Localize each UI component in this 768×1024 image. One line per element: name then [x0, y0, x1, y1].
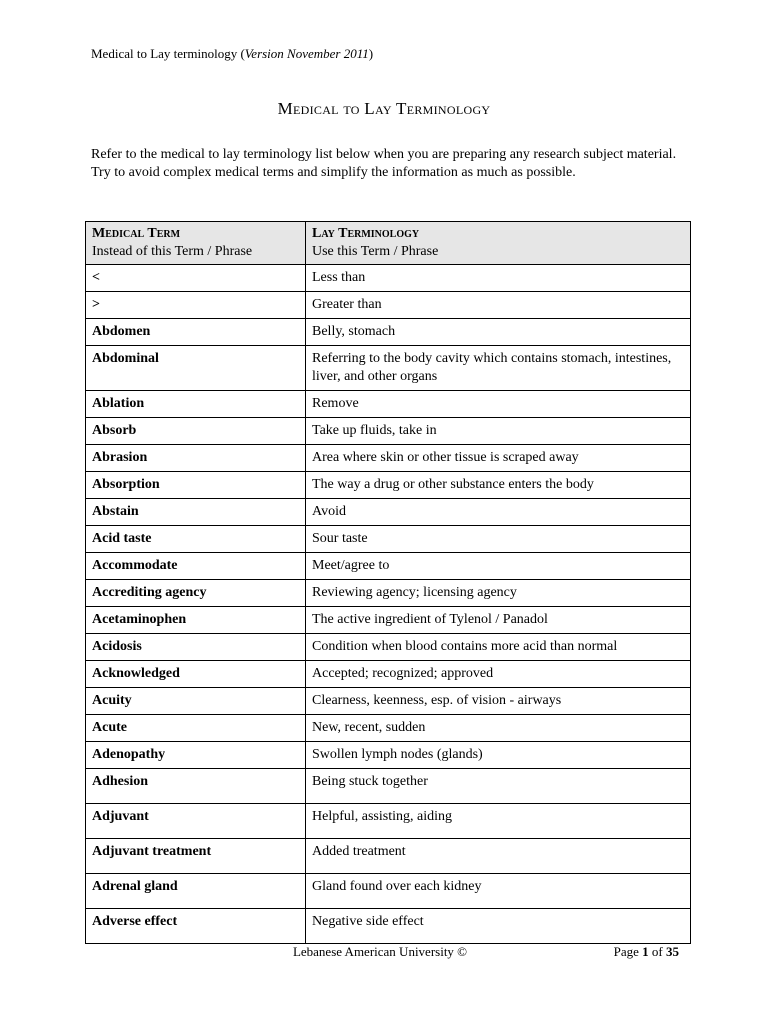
lay-term-cell: Less than — [306, 265, 691, 292]
current-page: 1 — [642, 944, 649, 959]
lay-term-cell: Referring to the body cavity which contains stomach, intestines, liver, and other organs — [306, 346, 691, 391]
lay-term-cell: Area where skin or other tissue is scraped away — [306, 445, 691, 472]
lay-term-cell: Swollen lymph nodes (glands) — [306, 742, 691, 769]
medical-term-cell: Accrediting agency — [86, 580, 306, 607]
medical-term-cell: Acid taste — [86, 526, 306, 553]
lay-term-cell: Reviewing agency; licensing agency — [306, 580, 691, 607]
table-row — [86, 661, 691, 688]
table-row — [86, 742, 691, 769]
table-row — [86, 418, 691, 445]
table-row — [86, 319, 691, 346]
table-row — [86, 580, 691, 607]
lay-term-cell: Condition when blood contains more acid than normal — [306, 634, 691, 661]
table-row — [86, 715, 691, 742]
lay-term-cell: Added treatment — [306, 839, 691, 874]
lay-term-cell: Meet/agree to — [306, 553, 691, 580]
lay-term-cell: Greater than — [306, 292, 691, 319]
medical-term-cell: Absorb — [86, 418, 306, 445]
running-header — [91, 46, 373, 62]
table-row — [86, 445, 691, 472]
table-row — [86, 804, 691, 839]
table-row — [86, 769, 691, 804]
of-word: of — [651, 944, 663, 959]
table-row — [86, 391, 691, 418]
medical-term-cell: Abdominal — [86, 346, 306, 391]
medical-term-cell: Adverse effect — [86, 909, 306, 944]
lay-term-cell: Being stuck together — [306, 769, 691, 804]
col1-subtitle: Instead of this Term / Phrase — [92, 244, 253, 259]
col2-title: Lay Terminology — [312, 226, 420, 241]
header-prefix: Medical to Lay terminology ( — [91, 46, 245, 61]
column-header-medical — [86, 222, 306, 265]
table-row — [86, 526, 691, 553]
total-pages: 35 — [666, 944, 679, 959]
page-word: Page — [613, 944, 639, 959]
medical-term-cell: > — [86, 292, 306, 319]
medical-term-cell: Abdomen — [86, 319, 306, 346]
col2-subtitle: Use this Term / Phrase — [312, 244, 439, 259]
medical-term-cell: Acetaminophen — [86, 607, 306, 634]
medical-term-cell: Adhesion — [86, 769, 306, 804]
medical-term-cell: Abrasion — [86, 445, 306, 472]
lay-term-cell: Negative side effect — [306, 909, 691, 944]
medical-term-cell: < — [86, 265, 306, 292]
table-row — [86, 292, 691, 319]
medical-term-cell: Adrenal gland — [86, 874, 306, 909]
footer-organization: Lebanese American University © — [292, 944, 468, 959]
page-number — [614, 944, 679, 960]
medical-term-cell: Ablation — [86, 391, 306, 418]
medical-term-cell: Absorption — [86, 472, 306, 499]
medical-term-cell: Acuity — [86, 688, 306, 715]
lay-term-cell: Accepted; recognized; approved — [306, 661, 691, 688]
lay-term-cell: New, recent, sudden — [306, 715, 691, 742]
lay-term-cell: Avoid — [306, 499, 691, 526]
lay-term-cell: Gland found over each kidney — [306, 874, 691, 909]
table-row — [86, 553, 691, 580]
table-row — [86, 346, 691, 391]
lay-term-cell: Helpful, assisting, aiding — [306, 804, 691, 839]
header-version: Version November 2011 — [244, 46, 369, 61]
medical-term-cell: Adjuvant treatment — [86, 839, 306, 874]
table-row — [86, 839, 691, 874]
medical-term-cell: Adjuvant — [86, 804, 306, 839]
table-row — [86, 688, 691, 715]
table-header-row — [86, 222, 691, 265]
column-header-lay — [306, 222, 691, 265]
table-row — [86, 634, 691, 661]
medical-term-cell: Adenopathy — [86, 742, 306, 769]
table-row — [86, 265, 691, 292]
table-row — [86, 607, 691, 634]
medical-term-cell: Accommodate — [86, 553, 306, 580]
lay-term-cell: Take up fluids, take in — [306, 418, 691, 445]
medical-term-cell: Acknowledged — [86, 661, 306, 688]
table-row — [86, 874, 691, 909]
medical-term-cell: Acidosis — [86, 634, 306, 661]
lay-term-cell: Clearness, keenness, esp. of vision - airways — [306, 688, 691, 715]
terminology-table — [85, 221, 691, 944]
page-title: Medical to Lay Terminology — [277, 99, 491, 118]
table-row — [86, 909, 691, 944]
lay-term-cell: Belly, stomach — [306, 319, 691, 346]
table-row — [86, 499, 691, 526]
medical-term-cell: Acute — [86, 715, 306, 742]
intro-paragraph: Refer to the medical to lay terminology list below when you are preparing any research subject material. Try to avoid complex medical terms and simplify the information as much as possible. — [91, 147, 677, 180]
header-suffix: ) — [368, 46, 374, 61]
lay-term-cell: Remove — [306, 391, 691, 418]
table-row — [86, 472, 691, 499]
lay-term-cell: The active ingredient of Tylenol / Panadol — [306, 607, 691, 634]
col1-title: Medical Term — [92, 226, 181, 241]
lay-term-cell: The way a drug or other substance enters the body — [306, 472, 691, 499]
lay-term-cell: Sour taste — [306, 526, 691, 553]
medical-term-cell: Abstain — [86, 499, 306, 526]
